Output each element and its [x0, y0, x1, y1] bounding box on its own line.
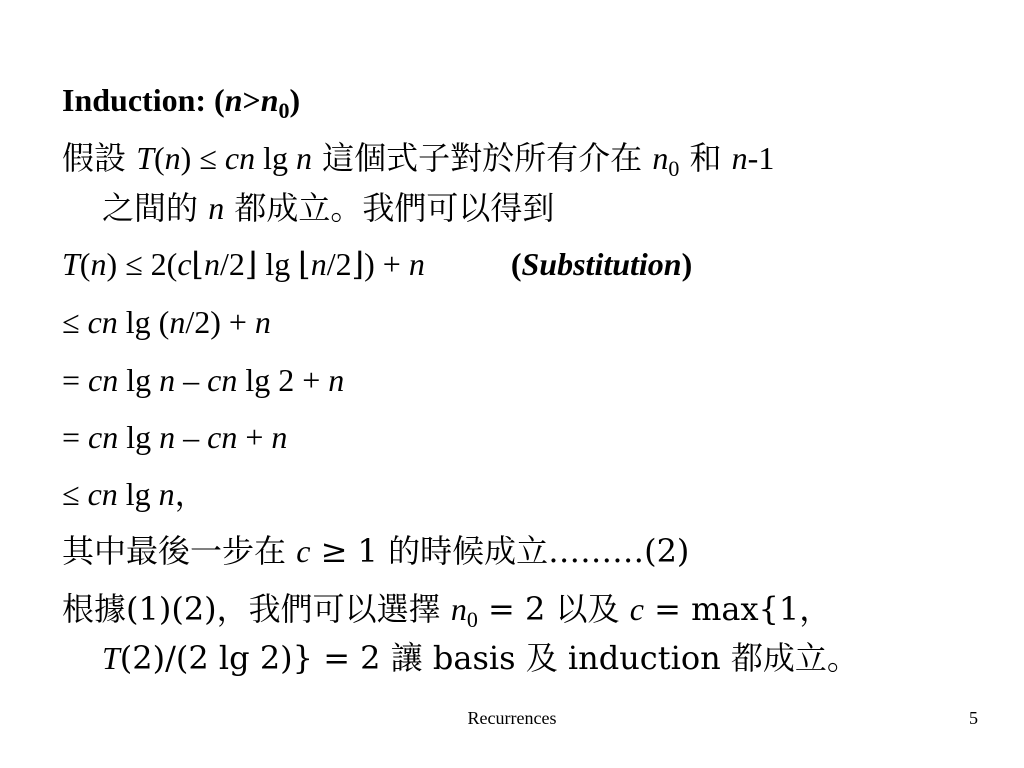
- var-T: T: [136, 140, 154, 176]
- var-n: n: [295, 140, 312, 176]
- var-n: n: [204, 246, 221, 282]
- var-n0: n: [652, 140, 669, 176]
- conclusion-text-c: = max{1，: [643, 590, 832, 628]
- step-4: [62, 417, 287, 457]
- var-n: n: [159, 419, 176, 455]
- assumption-text-d: 之間的: [102, 189, 209, 227]
- assumption-text-e: 都成立。我們可以得到: [224, 189, 555, 227]
- le-sign: ≤: [62, 304, 88, 340]
- note-close: ): [681, 246, 693, 282]
- var-T: T: [102, 640, 120, 676]
- var-n0: n: [260, 82, 279, 118]
- gt-sign: >: [242, 82, 261, 118]
- eq-sign: =: [62, 362, 89, 398]
- var-n: n: [254, 304, 271, 340]
- var-cn: cn: [88, 419, 119, 455]
- floor-left: ⌊: [298, 246, 311, 282]
- math-text: lg: [117, 476, 159, 512]
- math-text: /2: [220, 246, 245, 282]
- subscript-0: 0: [466, 607, 478, 632]
- var-cn: cn: [87, 476, 118, 512]
- step-6: [62, 531, 689, 571]
- math-text: /2) +: [185, 304, 255, 340]
- math-text: lg: [118, 362, 160, 398]
- step6-text-b: ≥ 1 的時候成立………(2): [310, 532, 690, 570]
- assumption-line-2: [102, 188, 554, 228]
- var-n: n: [224, 82, 243, 118]
- step-5: [62, 474, 207, 514]
- subscript-0: 0: [668, 156, 680, 181]
- subscript-0: 0: [278, 98, 290, 123]
- var-T: T: [62, 246, 80, 282]
- var-cn: cn: [87, 304, 118, 340]
- var-n: n: [158, 476, 175, 512]
- var-n: n: [208, 190, 225, 226]
- paren-open: (: [153, 140, 165, 176]
- conclusion-text-a: 根據(1)(2)，我們可以選擇: [62, 590, 451, 628]
- math-text: /2: [326, 246, 352, 282]
- var-n: n: [310, 246, 327, 282]
- lg-op: lg: [257, 246, 299, 282]
- var-c: c: [629, 591, 644, 627]
- var-cn: cn: [224, 140, 256, 176]
- footer-title: Recurrences: [467, 708, 557, 728]
- math-text: +: [237, 419, 272, 455]
- math-text: lg 2 +: [237, 362, 329, 398]
- math-text: (: [79, 246, 91, 282]
- var-n: n: [731, 140, 748, 176]
- paren-close: ): [180, 140, 192, 176]
- le-sign: ≤: [191, 140, 225, 176]
- math-text: –: [175, 362, 208, 398]
- page-number: 5: [969, 708, 978, 728]
- var-n: n: [271, 419, 288, 455]
- assumption-text-a: 假設: [62, 139, 137, 177]
- assumption-text-b: 這個式子對於所有介在: [311, 139, 653, 177]
- var-cn: cn: [207, 362, 238, 398]
- conclusion-line-1: [62, 589, 832, 632]
- var-c: c: [177, 246, 192, 282]
- assumption-text-c: 和: [679, 139, 732, 177]
- var-n0: n: [450, 591, 467, 627]
- var-n: n: [90, 246, 107, 282]
- note-open: (: [510, 246, 522, 282]
- conclusion-line-2: [102, 638, 859, 678]
- floor-left: ⌊: [191, 246, 205, 282]
- math-text: lg (: [117, 304, 170, 340]
- var-cn: cn: [88, 362, 119, 398]
- conclusion-text-b: = 2 以及: [477, 590, 630, 628]
- math-text: ) +: [364, 246, 409, 282]
- eq-sign: =: [62, 419, 89, 455]
- step-1: [62, 244, 692, 284]
- math-text: –: [175, 419, 208, 455]
- conclusion-text-d: (2)/(2 lg 2)} = 2 讓 basis 及 induction 都成立。: [119, 639, 859, 677]
- var-n: n: [159, 362, 176, 398]
- math-text: lg: [118, 419, 160, 455]
- math-text: ) ≤ 2(: [106, 246, 178, 282]
- step-3: [62, 360, 344, 400]
- step6-text-a: 其中最後一步在: [62, 532, 297, 570]
- var-c: c: [296, 533, 311, 569]
- var-n: n: [408, 246, 425, 282]
- induction-label: Induction:: [62, 82, 215, 118]
- assumption-line-1: [62, 138, 775, 181]
- le-sign: ≤: [62, 476, 88, 512]
- condition-close: ): [289, 82, 301, 118]
- floor-right: ⌋: [351, 246, 365, 282]
- var-n: n: [169, 304, 186, 340]
- minus-one: -1: [747, 140, 775, 176]
- induction-heading: [62, 80, 301, 123]
- comma: ，: [174, 475, 207, 513]
- lg-op: lg: [255, 140, 296, 176]
- var-n: n: [328, 362, 345, 398]
- substitution-note: Substitution: [521, 246, 682, 282]
- step-2: [62, 302, 271, 342]
- var-cn: cn: [207, 419, 238, 455]
- condition-open: (: [214, 82, 225, 118]
- floor-right: ⌋: [244, 246, 258, 282]
- var-n: n: [164, 140, 181, 176]
